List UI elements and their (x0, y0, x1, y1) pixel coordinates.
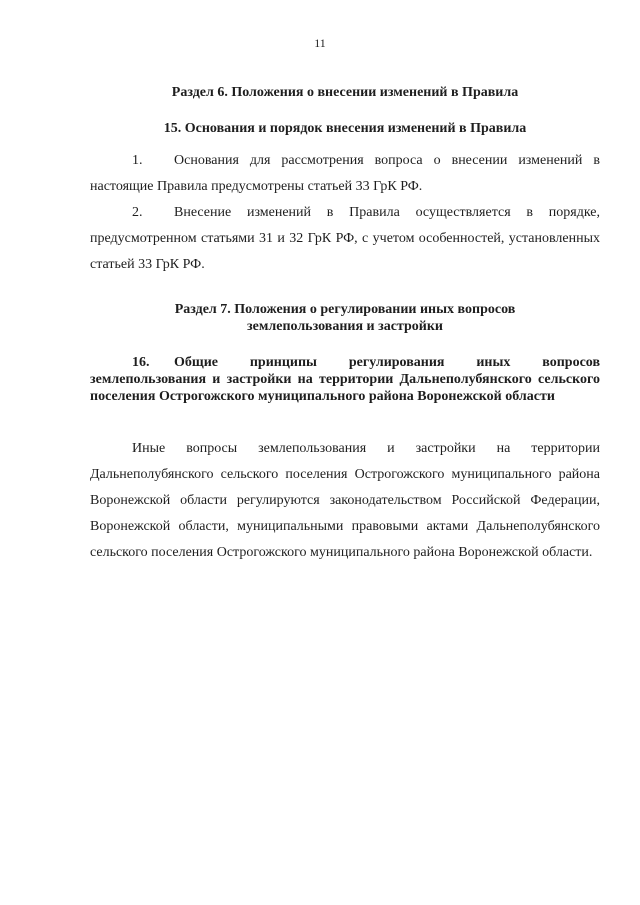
article-16-body: Иные вопросы землепользования и застройки на территории Дальнеполубянского сельского поселения Острогожского муниципального района Воронежской области регулируются законодательством Российской Федерации, Воронежской области, муниципальными правовыми актами Дальнеполубянского сельского поселения Острогожского муниципального района Воронежской области. (90, 441, 600, 560)
article-number: 16. (132, 355, 150, 370)
article-15-item-1 (90, 148, 600, 200)
item-text: Внесение изменений в Правила осуществляется в порядке, предусмотренном статьями 31 и 32 ГрК РФ, с учетом особенностей, установленных статьей 33 ГрК РФ. (90, 205, 600, 272)
item-text: Основания для рассмотрения вопроса о внесении изменений в настоящие Правила предусмотрены статьей 33 ГрК РФ. (90, 153, 600, 194)
article-15-item-2 (90, 200, 600, 278)
section-7-title-line-1: Раздел 7. Положения о регулировании иных вопросов (174, 302, 516, 317)
section-7-title (90, 301, 600, 335)
item-number: 2. (132, 205, 143, 220)
page-number: 11 (314, 36, 326, 50)
section-6-title: Раздел 6. Положения о внесении изменений в Правила (171, 85, 519, 100)
section-7-title-line-2: землепользования и застройки (247, 319, 443, 334)
article-15-title: 15. Основания и порядок внесения изменений в Правила (163, 121, 527, 136)
article-title-text: Общие принципы регулирования иных вопросов землепользования и застройки на территории Дальнеполубянского сельского поселения Острогожского муниципального района Воронежской области (90, 355, 600, 404)
item-number: 1. (132, 153, 143, 168)
article-16-title (90, 354, 600, 405)
